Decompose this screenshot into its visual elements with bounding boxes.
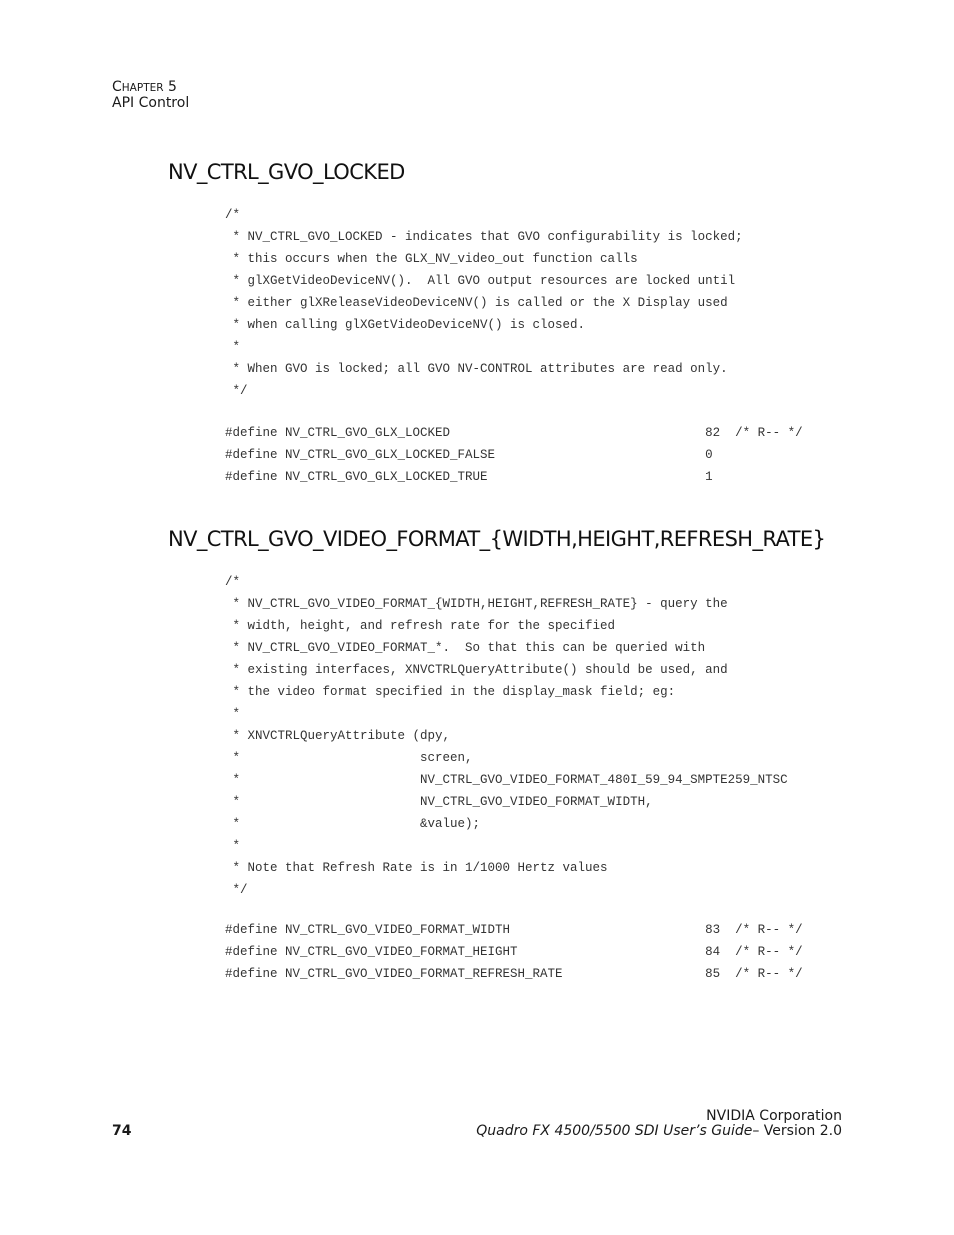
section-label: API Control (112, 95, 190, 111)
section-title-gvo-locked: NV_CTRL_GVO_LOCKED (168, 160, 405, 184)
footer-version: – Version 2.0 (752, 1123, 842, 1139)
chapter-label (112, 80, 189, 96)
chapter-word (112, 79, 164, 95)
footer-guide-title: Quadro FX 4500/5500 SDI User’s Guide (476, 1123, 753, 1139)
footer-guide (476, 1124, 842, 1139)
code-defines-gvo-locked: #define NV_CTRL_GVO_GLX_LOCKED 82 /* R-- */ #define NV_CTRL_GVO_GLX_LOCKED_FALSE 0 #define NV_CTRL_GVO_GLX_LOCKED_TRUE 1 (225, 426, 803, 484)
section-title-gvo-video-format: NV_CTRL_GVO_VIDEO_FORMAT_{WIDTH,HEIGHT,REFRESH_RATE} (168, 527, 826, 551)
running-header (112, 80, 189, 111)
code-comment-gvo-video-format: /* * NV_CTRL_GVO_VIDEO_FORMAT_{WIDTH,HEIGHT,REFRESH_RATE} - query the * width, height, and refresh rate for the specified * NV_CTRL_GVO_VIDEO_FORMAT_*. So that this can be queried with * existing interfaces, XNVCTRLQueryAttribute() should be used, and * the video format specified in the display_mask field; eg: * * XNVCTRLQueryAttribute (dpy, * screen, * NV_CTRL_GVO_VIDEO_FORMAT_480I_59_94_SMPTE259_NTSC * NV_CTRL_GVO_VIDEO_FORMAT_WIDTH, * &value); * * Note that Refresh Rate is in 1/1000 Hertz values */ (225, 575, 788, 897)
page-number: 74 (112, 1123, 132, 1139)
code-comment-gvo-locked: /* * NV_CTRL_GVO_LOCKED - indicates that GVO configurability is locked; * this occurs when the GLX_NV_video_out function calls * glXGetVideoDeviceNV(). All GVO output resources are locked until * either glXReleaseVideoDeviceNV() is called or the X Display used * when calling glXGetVideoDeviceNV() is closed. * * When GVO is locked; all GVO NV-CONTROL attributes are read only. */ (225, 208, 743, 398)
footer-company: NVIDIA Corporation (706, 1108, 842, 1124)
running-footer (476, 1109, 842, 1139)
chapter-word-rest: HAPTER (121, 82, 164, 94)
chapter-number: 5 (168, 79, 177, 95)
chapter-word-initial: C (112, 79, 122, 95)
code-defines-gvo-video-format: #define NV_CTRL_GVO_VIDEO_FORMAT_WIDTH 83 /* R-- */ #define NV_CTRL_GVO_VIDEO_FORMAT_HEIGHT 84 /* R-- */ #define NV_CTRL_GVO_VIDEO_FORMAT_REFRESH_RATE 85 /* R-- */ (225, 923, 803, 981)
